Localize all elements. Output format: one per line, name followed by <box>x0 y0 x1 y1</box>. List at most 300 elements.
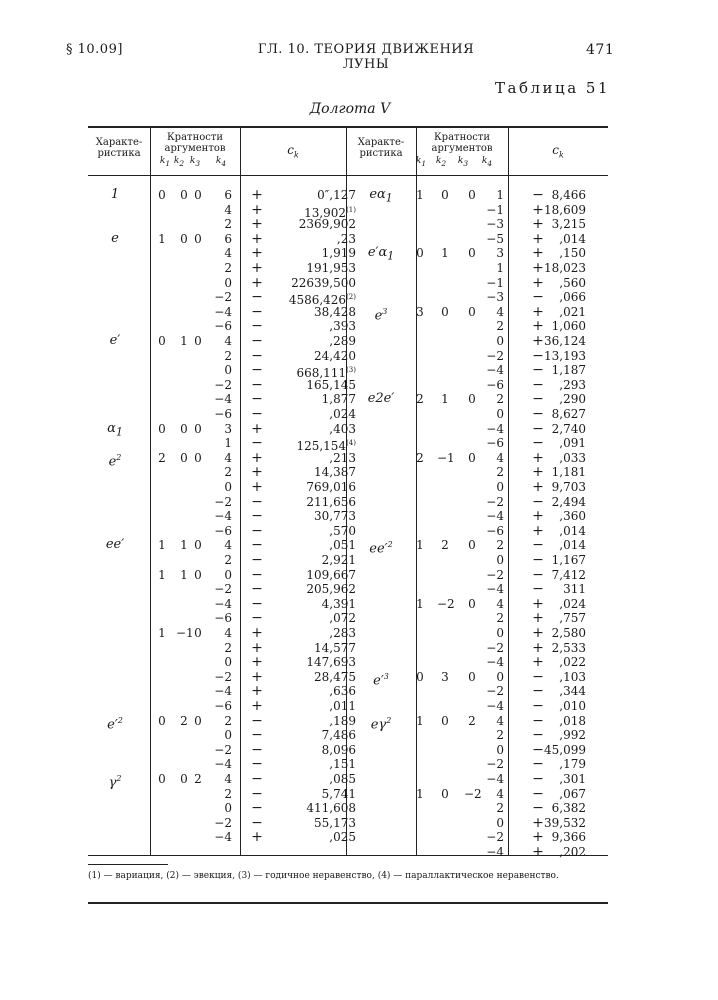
row-sign: − <box>251 727 263 744</box>
row-value: 125,154$^{(4)}$ <box>296 439 356 454</box>
row-k3: 2 <box>468 713 476 728</box>
row-k4: −4 <box>486 655 504 670</box>
row-k4: 1 <box>496 188 504 202</box>
row-sign: − <box>251 785 263 802</box>
row-k4: 1 <box>224 436 232 451</box>
row-value: ,066 <box>559 290 586 305</box>
row-k4: −4 <box>486 421 504 436</box>
row-k2: 0 <box>441 786 449 801</box>
row-value: 30,773 <box>314 509 356 524</box>
row-sign: + <box>532 216 544 233</box>
row-k4: −2 <box>486 348 504 363</box>
row-k3: 0 <box>468 246 476 261</box>
row-sign: − <box>251 756 263 773</box>
row-sign: + <box>532 654 544 671</box>
row-k4: −2 <box>486 494 504 509</box>
row-value: ,393 <box>329 319 356 334</box>
row-value: 1,181 <box>551 465 586 480</box>
row-value: ,014 <box>559 538 586 553</box>
row-sign: − <box>532 668 544 685</box>
row-sign: − <box>251 391 263 408</box>
row-value: ,992 <box>559 728 586 743</box>
k1-header: $k_1$ <box>159 156 171 168</box>
row-sign: + <box>251 420 263 437</box>
row-value: ,010 <box>559 699 586 713</box>
row-k2: −2 <box>437 596 455 611</box>
row-sign: + <box>251 654 263 671</box>
multiplicities-header: Кратности аргументов <box>164 132 226 154</box>
row-k4: −2 <box>486 830 504 845</box>
row-k2: 0 <box>180 188 188 202</box>
row-sign: + <box>251 449 263 466</box>
row-sign: − <box>532 537 544 554</box>
row-k4: −6 <box>214 319 232 334</box>
page-number: 471 <box>586 42 615 58</box>
row-value: 1,167 <box>551 553 586 567</box>
row-k4: −4 <box>486 699 504 713</box>
table-number: Таблица 51 <box>495 79 610 97</box>
row-k4: −6 <box>214 699 232 713</box>
row-sign: + <box>251 216 263 233</box>
row-k1: 1 <box>416 596 424 611</box>
row-k4: −4 <box>486 509 504 524</box>
row-sign: + <box>251 230 263 247</box>
row-value: 3,215 <box>551 217 586 232</box>
row-value: 147,693 <box>306 655 356 670</box>
row-k3: 0 <box>468 304 476 319</box>
row-characteristic: $e\alpha_1$ <box>369 187 393 205</box>
row-sign: + <box>532 333 544 349</box>
row-value: ,290 <box>559 392 586 407</box>
row-k4: −1 <box>486 275 504 290</box>
row-k2: 0 <box>180 450 188 465</box>
row-characteristic: e′ <box>109 333 121 348</box>
row-value: 18,609 <box>544 202 586 217</box>
row-sign: − <box>532 391 544 408</box>
row-value: 9,703 <box>551 480 586 494</box>
row-value: ,033 <box>559 450 586 465</box>
row-k1: 0 <box>416 669 424 684</box>
row-value: 14,577 <box>314 640 356 655</box>
row-k1: 3 <box>416 304 424 319</box>
row-k4: −6 <box>214 611 232 626</box>
row-k4: −4 <box>214 830 232 845</box>
row-characteristic: $e\gamma^2$ <box>370 715 392 732</box>
row-sign: − <box>251 581 263 598</box>
row-sign: − <box>532 347 544 364</box>
row-characteristic: $\alpha_1$ <box>107 420 123 439</box>
row-value: 4586,426$^{(2)}$ <box>288 293 356 308</box>
row-k1: 0 <box>158 772 166 786</box>
row-k2: 3 <box>441 669 449 684</box>
row-sign: + <box>532 844 544 860</box>
row-sign: + <box>251 274 263 291</box>
row-k4: 2 <box>496 465 504 480</box>
row-k4: −4 <box>214 392 232 407</box>
row-value: 18,023 <box>544 261 586 275</box>
row-k3: 0 <box>194 231 202 246</box>
row-sign: − <box>251 289 263 306</box>
footnote-rule <box>88 864 168 865</box>
coefficient-header: $c_k$ <box>552 143 564 160</box>
row-sign: + <box>532 625 544 641</box>
row-sign: + <box>532 522 544 539</box>
row-value: 411,608 <box>306 801 356 816</box>
row-k4: −2 <box>214 290 232 305</box>
row-k1: 1 <box>158 538 166 553</box>
k1-header: $k_1$ <box>415 156 427 168</box>
row-value: ,560 <box>559 275 586 290</box>
row-sign: − <box>251 814 263 831</box>
row-characteristic: e2e′ <box>367 391 395 407</box>
row-sign: − <box>251 800 263 817</box>
row-sign: + <box>251 683 263 700</box>
row-value: 211,656 <box>306 494 356 509</box>
table-top-rule <box>88 126 608 128</box>
row-sign: + <box>532 479 544 495</box>
column-divider <box>150 127 151 855</box>
row-sign: − <box>251 595 263 612</box>
row-k4: 4 <box>224 626 232 640</box>
row-k2: 0 <box>441 188 449 202</box>
row-sign: − <box>532 683 544 700</box>
row-k4: 0 <box>496 815 504 830</box>
row-k1: 2 <box>416 392 424 407</box>
row-k1: 0 <box>416 246 424 261</box>
row-sign: + <box>532 814 544 831</box>
row-k4: 2 <box>224 553 232 567</box>
column-divider <box>416 127 417 855</box>
row-value: ,051 <box>329 538 356 553</box>
row-characteristic: $e'^3$ <box>373 671 389 689</box>
row-k4: −2 <box>486 684 504 699</box>
row-k1: 1 <box>416 786 424 801</box>
row-sign: − <box>532 756 544 773</box>
k3-header: $k_3$ <box>457 156 469 168</box>
row-k4: 0 <box>496 334 504 348</box>
row-value: 1,060 <box>551 319 586 334</box>
row-sign: − <box>532 362 544 379</box>
row-k2: 0 <box>441 713 449 728</box>
row-value: 2,740 <box>551 421 586 436</box>
row-k4: 2 <box>224 217 232 232</box>
row-value: 5,741 <box>321 786 356 801</box>
row-sign: + <box>532 318 544 335</box>
row-k3: 0 <box>468 450 476 465</box>
row-sign: − <box>532 376 544 393</box>
row-k3: 0 <box>194 713 202 728</box>
row-k4: 0 <box>496 742 504 757</box>
row-value: 9,366 <box>551 830 586 845</box>
footnote-bottom-rule <box>88 902 608 904</box>
row-value: ,085 <box>329 772 356 786</box>
row-k1: 0 <box>158 334 166 348</box>
row-k4: 4 <box>224 538 232 553</box>
row-k4: 4 <box>224 772 232 786</box>
row-sign: + <box>532 201 544 218</box>
row-k4: −3 <box>486 290 504 305</box>
k3-header: $k_3$ <box>189 156 201 168</box>
row-k2: 0 <box>180 231 188 246</box>
row-k4: 2 <box>496 319 504 334</box>
row-k4: −2 <box>214 815 232 830</box>
row-k2: 1 <box>180 538 188 553</box>
row-value: 2,533 <box>551 640 586 655</box>
row-k2: 0 <box>180 421 188 436</box>
row-sign: − <box>532 771 544 787</box>
row-k4: 0 <box>224 655 232 670</box>
k2-header: $k_2$ <box>173 156 185 168</box>
row-value: ,189 <box>329 713 356 728</box>
row-value: 36,124 <box>544 334 586 348</box>
row-sign: + <box>532 639 544 656</box>
row-value: 1,877 <box>321 392 356 407</box>
row-k3: 0 <box>194 188 202 202</box>
row-k4: −6 <box>486 377 504 392</box>
row-k4: 2 <box>224 465 232 480</box>
row-k4: 3 <box>496 246 504 261</box>
row-sign: − <box>532 741 544 758</box>
row-k3: 0 <box>194 626 202 640</box>
row-sign: − <box>251 522 263 539</box>
row-value: ,179 <box>559 757 586 772</box>
row-k1: 1 <box>416 188 424 202</box>
row-k4: −5 <box>486 231 504 246</box>
row-sign: + <box>251 698 263 714</box>
row-sign: − <box>532 435 544 452</box>
row-characteristic: $ee'^2$ <box>369 540 393 557</box>
row-sign: + <box>532 610 544 627</box>
row-k2: 1 <box>441 392 449 407</box>
multiplicities-header: Кратности аргументов <box>431 132 493 154</box>
characteristic-header: Характе- ристика <box>95 137 143 159</box>
row-sign: − <box>251 376 263 393</box>
row-k3: 0 <box>468 669 476 684</box>
row-k4: 2 <box>496 392 504 407</box>
row-k4: −2 <box>486 640 504 655</box>
row-k2: 1 <box>180 334 188 348</box>
row-k4: −2 <box>214 494 232 509</box>
row-characteristic: $e'^2$ <box>107 715 123 732</box>
row-value: 668,111$^{(3)}$ <box>296 366 356 381</box>
row-value: ,024 <box>559 596 586 611</box>
row-value: ,018 <box>559 713 586 728</box>
row-sign: − <box>532 712 544 729</box>
row-value: ,213 <box>329 450 356 465</box>
row-k4: −4 <box>214 684 232 699</box>
row-k4: 4 <box>224 450 232 465</box>
row-k1: 1 <box>416 538 424 553</box>
row-k4: −3 <box>486 217 504 232</box>
row-k4: −2 <box>214 669 232 684</box>
row-sign: − <box>251 347 263 364</box>
row-value: 311 <box>563 582 586 597</box>
row-k3: 0 <box>194 538 202 553</box>
row-sign: + <box>251 260 263 276</box>
row-k4: 4 <box>496 450 504 465</box>
row-k3: 0 <box>468 188 476 202</box>
row-value: 8,096 <box>321 742 356 757</box>
row-k4: 0 <box>496 553 504 567</box>
row-k1: 1 <box>158 567 166 582</box>
row-value: 55,173 <box>314 815 356 830</box>
row-k4: −4 <box>486 845 504 859</box>
row-k4: 6 <box>224 188 232 202</box>
row-sign: + <box>532 260 544 276</box>
row-value: ,011 <box>329 699 356 713</box>
row-sign: − <box>251 610 263 627</box>
row-k4: −6 <box>214 523 232 538</box>
row-characteristic: $e^2$ <box>108 452 122 470</box>
row-k4: 2 <box>496 801 504 816</box>
row-value: 2,580 <box>551 626 586 640</box>
row-sign: + <box>251 668 263 685</box>
row-k4: −6 <box>486 523 504 538</box>
row-k4: 4 <box>224 202 232 217</box>
row-k3: 0 <box>468 538 476 553</box>
section-reference: § 10.09] <box>66 42 123 57</box>
row-k3: −2 <box>464 786 482 801</box>
row-sign: + <box>532 303 544 320</box>
row-value: 22639,500 <box>291 275 356 290</box>
row-k1: 1 <box>158 626 166 640</box>
row-k3: 0 <box>468 392 476 407</box>
row-k2: 0 <box>441 304 449 319</box>
row-k4: 0 <box>224 567 232 582</box>
row-k4: 4 <box>496 713 504 728</box>
row-k4: 2 <box>224 713 232 728</box>
row-value: 14,387 <box>314 465 356 480</box>
row-k4: 2 <box>224 786 232 801</box>
row-sign: + <box>251 639 263 656</box>
row-sign: − <box>251 318 263 335</box>
row-characteristic: 1 <box>110 187 120 202</box>
row-sign: − <box>251 566 263 583</box>
row-value: ,150 <box>559 246 586 261</box>
row-k4: 2 <box>496 728 504 743</box>
row-value: ,360 <box>559 509 586 524</box>
row-value: 28,475 <box>314 669 356 684</box>
row-sign: + <box>532 245 544 262</box>
row-sign: − <box>251 741 263 758</box>
row-k3: 2 <box>194 772 202 786</box>
row-value: 39,532 <box>544 815 586 830</box>
row-k4: −2 <box>214 377 232 392</box>
row-value: 8,466 <box>551 188 586 202</box>
chapter-title: ГЛ. 10. ТЕОРИЯ ДВИЖЕНИЯ ЛУНЫ <box>257 42 475 72</box>
footnote: (1) — вариация, (2) — эвекция, (3) — годичное неравенство, (4) — параллактическое неравенство. <box>88 871 559 881</box>
row-sign: + <box>532 464 544 481</box>
row-k4: 4 <box>496 304 504 319</box>
row-k3: 0 <box>194 450 202 465</box>
k2-header: $k_2$ <box>435 156 447 168</box>
row-value: 109,667 <box>306 567 356 582</box>
row-k1: 0 <box>158 713 166 728</box>
row-k2: 2 <box>180 713 188 728</box>
row-value: 205,962 <box>306 582 356 597</box>
row-value: ,570 <box>329 523 356 538</box>
row-value: 191,953 <box>306 261 356 275</box>
row-sign: − <box>251 435 263 452</box>
row-k4: −4 <box>214 509 232 524</box>
row-value: ,067 <box>559 786 586 801</box>
row-k2: 2 <box>441 538 449 553</box>
row-value: ,757 <box>559 611 586 626</box>
row-k4: −6 <box>486 436 504 451</box>
row-k4: −2 <box>486 757 504 772</box>
table-caption: Долгота V <box>309 101 391 117</box>
row-characteristic: $e'\alpha_1$ <box>367 245 395 263</box>
row-k4: 4 <box>496 786 504 801</box>
row-value: ,344 <box>559 684 586 699</box>
row-k1: 2 <box>416 450 424 465</box>
row-sign: + <box>251 187 263 203</box>
row-k1: 0 <box>158 188 166 202</box>
row-k4: −2 <box>486 567 504 582</box>
row-k4: 1 <box>496 261 504 275</box>
row-value: ,293 <box>559 377 586 392</box>
row-k2: −1 <box>176 626 194 640</box>
row-value: ,072 <box>329 611 356 626</box>
row-k2: 1 <box>180 567 188 582</box>
k4-header: $k_4$ <box>215 156 227 168</box>
row-k3: 0 <box>194 334 202 348</box>
row-k4: 0 <box>224 728 232 743</box>
row-k4: −4 <box>214 304 232 319</box>
row-sign: + <box>532 595 544 612</box>
row-k4: 2 <box>224 261 232 275</box>
row-sign: − <box>532 406 544 422</box>
row-value: 0″,127 <box>317 188 356 202</box>
row-sign: − <box>251 303 263 320</box>
row-k4: −4 <box>486 772 504 786</box>
row-k4: 2 <box>224 348 232 363</box>
row-k1: 1 <box>158 231 166 246</box>
k4-header: $k_4$ <box>481 156 493 168</box>
row-value: 769,016 <box>306 480 356 494</box>
row-value: ,636 <box>329 684 356 699</box>
row-sign: + <box>251 464 263 481</box>
row-value: ,103 <box>559 669 586 684</box>
row-sign: + <box>532 449 544 466</box>
row-k4: 6 <box>224 231 232 246</box>
row-k4: −4 <box>486 582 504 597</box>
row-k4: −4 <box>486 363 504 378</box>
row-sign: − <box>532 289 544 306</box>
row-k4: 4 <box>224 246 232 261</box>
row-k4: −4 <box>214 596 232 611</box>
row-sign: + <box>251 625 263 641</box>
row-k4: 0 <box>496 480 504 494</box>
row-sign: − <box>532 698 544 714</box>
row-sign: − <box>532 187 544 203</box>
row-k4: −1 <box>486 202 504 217</box>
row-k4: −4 <box>214 757 232 772</box>
row-k4: 4 <box>496 596 504 611</box>
row-sign: − <box>251 771 263 787</box>
row-k4: 0 <box>224 480 232 494</box>
row-sign: − <box>251 552 263 568</box>
row-sign: − <box>532 566 544 583</box>
row-value: 1,919 <box>321 246 356 261</box>
row-k4: 4 <box>224 334 232 348</box>
row-sign: + <box>532 829 544 846</box>
row-value: 7,486 <box>321 728 356 743</box>
row-k4: 2 <box>496 611 504 626</box>
row-sign: + <box>251 829 263 846</box>
row-k1: 2 <box>158 450 166 465</box>
column-divider <box>240 127 241 855</box>
